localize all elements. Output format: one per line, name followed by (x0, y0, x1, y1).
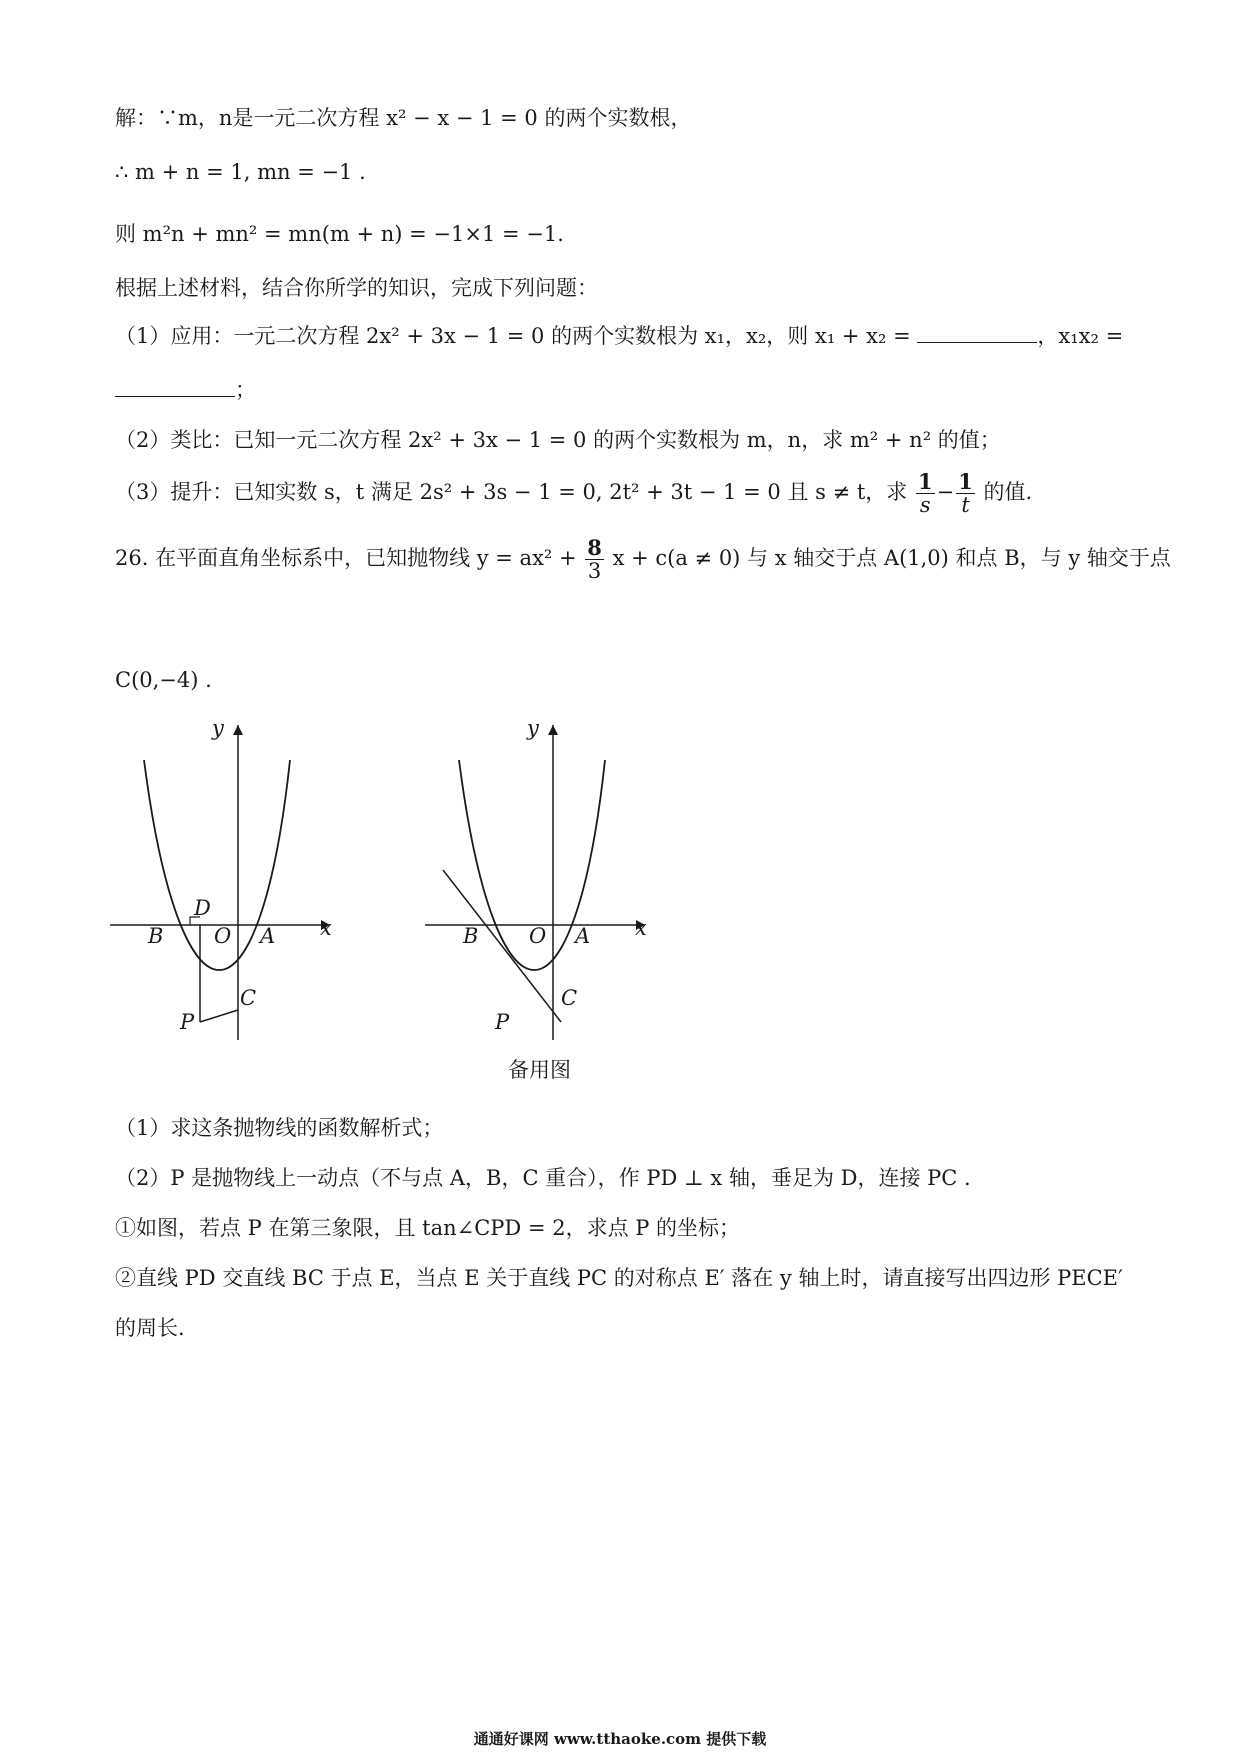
question-1-text: （1）应用：一元二次方程 2x² + 3x − 1 = 0 的两个实数根为 x₁，x₂，则 x₁ + x₂ = (115, 324, 918, 348)
figure-1 (110, 720, 340, 1060)
question-3-line: （3）提升：已知实数 s，t 满足 2s² + 3s − 1 = 0, 2t² + 3t − 1 = 0 且 s ≠ t，求 $\frac{1}{s}$ − $\frac{1}{t}$ 的值. (115, 469, 1033, 518)
footer-watermark: 通通好课网 www.tthaoke.com 提供下载 (473, 1730, 767, 1748)
problem-26-line (115, 536, 1171, 583)
fig1-label-d: D (194, 896, 211, 920)
fig1-label-p: P (180, 1010, 195, 1034)
part-2-question: （2）P 是抛物线上一动点（不与点 A，B，C 重合），作 PD ⊥ x 轴，垂足为 D，连接 PC . (115, 1166, 971, 1190)
fig1-label-b: B (148, 924, 164, 948)
fig1-label-c: C (240, 986, 257, 1010)
problem-26-line-2: C(0,−4) . (115, 668, 212, 692)
part-2-sub-1: ①如图，若点 P 在第三象限，且 tan∠CPD = 2，求点 P 的坐标； (115, 1216, 741, 1240)
fig2-label-p: P (495, 1010, 510, 1034)
y-axis-arrow (233, 725, 243, 735)
figure-2-caption: 备用图 (508, 1058, 571, 1082)
fig2-label-o: O (529, 924, 547, 948)
fig1-label-o: O (214, 924, 232, 948)
fig2-label-y: y (527, 716, 539, 740)
fraction-numerator: 8 (587, 535, 602, 560)
fraction-1-over-s (916, 470, 935, 517)
fig1-label-a: A (260, 924, 276, 948)
problem-26-text-b: x + c(a ≠ 0) 与 x 轴交于点 A(1,0) 和点 B，与 y 轴交于点 (612, 546, 1171, 571)
text-line-1: 解：∵m，n是一元二次方程 x² − x − 1 = 0 的两个实数根， (115, 106, 692, 130)
fig2-label-x: x (635, 916, 647, 940)
fraction-numerator: 1 (958, 469, 973, 494)
question-1-line (115, 320, 1123, 350)
fraction-1-over-t (956, 470, 975, 517)
text-line-3: 则 m²n + mn² = mn(m + n) = −1×1 = −1. (115, 222, 564, 246)
question-3-text-b: 的值. (983, 480, 1033, 505)
fraction-denominator: 3 (587, 559, 602, 584)
fig1-label-x: x (320, 916, 332, 940)
question-1-text-b: ，x₁x₂ = (1037, 324, 1124, 348)
answer-blank-1[interactable] (917, 324, 1037, 343)
semicolon: ； (235, 378, 256, 402)
figure-2 (425, 720, 655, 1060)
answer-blank-2[interactable] (115, 378, 235, 397)
part-2-sub-2: ②直线 PD 交直线 BC 于点 E，当点 E 关于直线 PC 的对称点 E′ 落在 y 轴上时，请直接写出四边形 PECE′ (115, 1266, 1123, 1290)
fig2-label-b: B (463, 924, 479, 948)
part-1-question: （1）求这条抛物线的函数解析式； (115, 1116, 444, 1140)
fraction-8-over-3 (585, 536, 604, 583)
fig2-label-a: A (575, 924, 591, 948)
fig2-label-c: C (561, 986, 578, 1010)
segment-pc (200, 1010, 238, 1022)
text-line-4: 根据上述材料，结合你所学的知识，完成下列问题： (115, 276, 598, 300)
y-axis-arrow (548, 725, 558, 735)
fraction-denominator: s (919, 493, 931, 518)
fig1-label-y: y (212, 716, 224, 740)
text-line-2: ∴ m + n = 1, mn = −1 . (115, 160, 366, 184)
question-2-line: （2）类比：已知一元二次方程 2x² + 3x − 1 = 0 的两个实数根为 m，n，求 m² + n² 的值； (115, 428, 1001, 452)
problem-26-text: 26. 在平面直角坐标系中，已知抛物线 y = ax² + (115, 546, 577, 571)
fraction-numerator: 1 (918, 469, 933, 494)
fraction-denominator: t (961, 493, 970, 518)
question-1-line-2 (115, 374, 256, 404)
question-3-text: （3）提升：已知实数 s，t 满足 2s² + 3s − 1 = 0, 2t² + 3t − 1 = 0 且 s ≠ t，求 (115, 480, 908, 505)
part-2-sub-2-cont: 的周长. (115, 1316, 185, 1340)
